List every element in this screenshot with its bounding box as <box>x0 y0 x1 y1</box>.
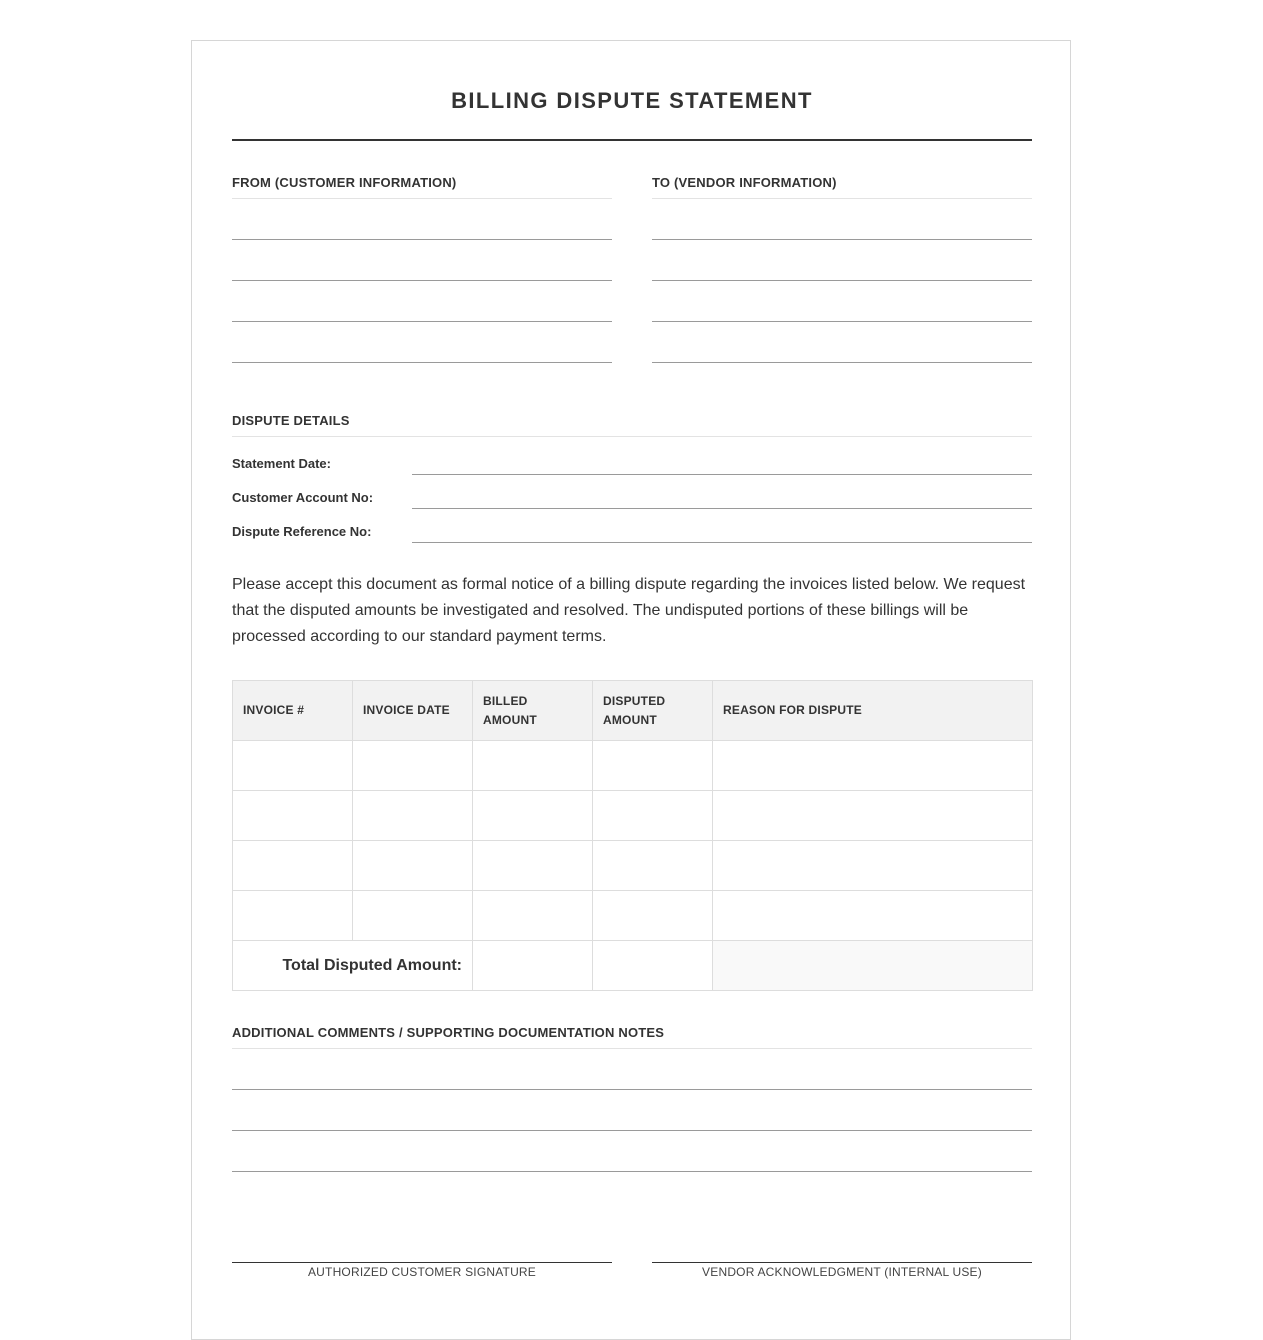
comments-heading: ADDITIONAL COMMENTS / SUPPORTING DOCUMENTATION NOTES <box>232 1024 1032 1049</box>
to-section <box>652 174 1032 363</box>
reason-cell[interactable] <box>713 741 1033 791</box>
total-disputed-cell[interactable] <box>593 941 713 991</box>
billed-amount-cell[interactable] <box>473 891 593 941</box>
statement-date-row <box>232 451 1032 475</box>
disputed-amount-cell[interactable] <box>593 741 713 791</box>
dispute-reference-field[interactable] <box>412 542 1032 543</box>
to-line-2[interactable] <box>652 240 1032 281</box>
table-row <box>233 891 1033 941</box>
from-section <box>232 174 612 363</box>
dispute-reference-label: Dispute Reference No: <box>232 524 372 539</box>
title-divider <box>232 139 1032 141</box>
column-header-disputed-amount: DISPUTED AMOUNT <box>593 681 713 741</box>
table-row <box>233 841 1033 891</box>
billed-amount-cell[interactable] <box>473 791 593 841</box>
column-header-invoice-date: INVOICE DATE <box>353 681 473 741</box>
customer-account-field[interactable] <box>412 508 1032 509</box>
total-blank-cell <box>713 941 1033 991</box>
to-line-3[interactable] <box>652 281 1032 322</box>
total-row <box>233 941 1033 991</box>
from-line-2[interactable] <box>232 240 612 281</box>
invoice-number-cell[interactable] <box>233 741 353 791</box>
disputed-amount-cell[interactable] <box>593 841 713 891</box>
invoice-number-cell[interactable] <box>233 841 353 891</box>
invoice-number-cell[interactable] <box>233 791 353 841</box>
document-title: BILLING DISPUTE STATEMENT <box>451 88 813 113</box>
dispute-reference-row <box>232 519 1032 543</box>
from-heading: FROM (CUSTOMER INFORMATION) <box>232 174 612 199</box>
reason-cell[interactable] <box>713 841 1033 891</box>
customer-account-label: Customer Account No: <box>232 490 374 505</box>
statement-date-label: Statement Date: <box>232 456 331 471</box>
invoice-date-cell[interactable] <box>353 891 473 941</box>
invoice-number-cell[interactable] <box>233 891 353 941</box>
dispute-details-section <box>232 412 1032 437</box>
to-heading: TO (VENDOR INFORMATION) <box>652 174 1032 199</box>
total-billed-cell[interactable] <box>473 941 593 991</box>
invoice-table <box>232 680 1033 991</box>
invoice-date-cell[interactable] <box>353 841 473 891</box>
table-header-row <box>233 681 1033 741</box>
vendor-acknowledgment-line[interactable]: VENDOR ACKNOWLEDGMENT (INTERNAL USE) <box>652 1262 1032 1279</box>
comments-section <box>232 1024 1032 1172</box>
dispute-details-heading: DISPUTE DETAILS <box>232 412 1032 437</box>
column-header-invoice-number: INVOICE # <box>233 681 353 741</box>
invoice-date-cell[interactable] <box>353 791 473 841</box>
table-row <box>233 741 1033 791</box>
column-header-billed-amount: BILLED AMOUNT <box>473 681 593 741</box>
comments-line-1[interactable] <box>232 1049 1032 1090</box>
comments-line-2[interactable] <box>232 1090 1032 1131</box>
from-line-4[interactable] <box>232 322 612 363</box>
disputed-amount-cell[interactable] <box>593 891 713 941</box>
document-page <box>191 40 1071 1340</box>
billed-amount-cell[interactable] <box>473 841 593 891</box>
invoice-date-cell[interactable] <box>353 741 473 791</box>
comments-line-3[interactable] <box>232 1131 1032 1172</box>
from-line-1[interactable] <box>232 199 612 240</box>
from-line-3[interactable] <box>232 281 612 322</box>
customer-signature-line[interactable]: AUTHORIZED CUSTOMER SIGNATURE <box>232 1262 612 1279</box>
statement-date-field[interactable] <box>412 474 1032 475</box>
table-row <box>233 791 1033 841</box>
to-line-1[interactable] <box>652 199 1032 240</box>
customer-account-row <box>232 485 1032 509</box>
billed-amount-cell[interactable] <box>473 741 593 791</box>
reason-cell[interactable] <box>713 891 1033 941</box>
notice-paragraph: Please accept this document as formal notice of a billing dispute regarding the invoices listed below. We request that the disputed amounts be investigated and resolved. The undisputed portions of these billings will be processed according to our standard payment terms. <box>232 576 1026 645</box>
reason-cell[interactable] <box>713 791 1033 841</box>
to-line-4[interactable] <box>652 322 1032 363</box>
disputed-amount-cell[interactable] <box>593 791 713 841</box>
total-disputed-label: Total Disputed Amount: <box>233 941 473 991</box>
column-header-reason: REASON FOR DISPUTE <box>713 681 1033 741</box>
